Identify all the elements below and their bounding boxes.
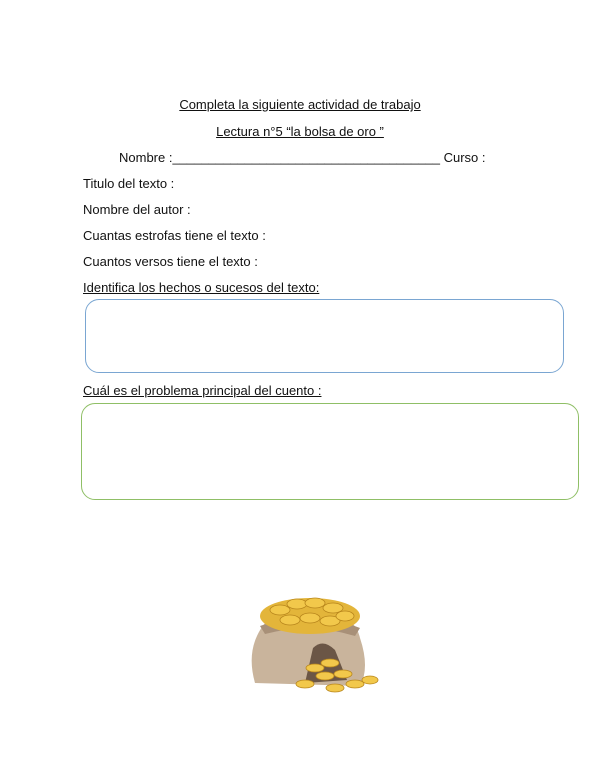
- course-label: Curso :: [443, 150, 486, 165]
- field-author: Nombre del autor :: [83, 202, 191, 217]
- worksheet-heading: Completa la siguiente actividad de trabajo: [179, 97, 421, 112]
- events-answer-box[interactable]: [85, 299, 564, 373]
- question-main-problem: Cuál es el problema principal del cuento :: [83, 383, 322, 398]
- name-label: Nombre :: [119, 150, 173, 165]
- question-events: Identifica los hechos o sucesos del texto:: [83, 280, 320, 295]
- worksheet-subheading: Lectura n°5 “la bolsa de oro ”: [216, 124, 384, 139]
- field-title: Titulo del texto :: [83, 176, 175, 191]
- name-blank[interactable]: _____________________________________: [172, 150, 440, 165]
- field-verses: Cuantos versos tiene el texto :: [83, 254, 258, 269]
- problem-answer-box[interactable]: [81, 403, 579, 500]
- field-stanzas: Cuantas estrofas tiene el texto :: [83, 228, 266, 243]
- gold-bag-icon: [235, 588, 385, 698]
- name-row: [119, 150, 486, 165]
